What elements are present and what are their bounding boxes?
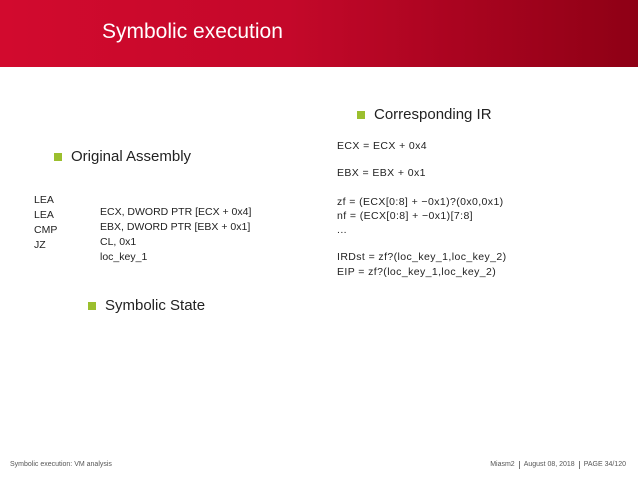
- square-bullet-icon: [54, 153, 62, 161]
- footer-title: Symbolic execution: VM analysis: [10, 461, 112, 468]
- ir-line: EIP = zf?(loc_key_1,loc_key_2): [337, 266, 497, 278]
- footer-divider: [519, 461, 520, 469]
- assembly-op: LEA: [34, 194, 54, 206]
- square-bullet-icon: [88, 302, 96, 310]
- assembly-args: CL, 0x1: [100, 236, 137, 248]
- section-assembly-heading: [54, 148, 191, 165]
- assembly-args: ECX, DWORD PTR [ECX + 0x4]: [100, 206, 252, 218]
- assembly-op: CMP: [34, 224, 58, 236]
- assembly-listing: [34, 182, 294, 263]
- ir-line: IRDst = zf?(loc_key_1,loc_key_2): [337, 251, 507, 263]
- footer-author: Miasm2: [490, 461, 515, 468]
- footer-date: August 08, 2018: [523, 461, 575, 468]
- assembly-args: EBX, DWORD PTR [EBX + 0x1]: [100, 221, 251, 233]
- footer-divider: [579, 461, 580, 469]
- state-heading-label: Symbolic State: [105, 297, 206, 314]
- assembly-op: JZ: [34, 239, 46, 251]
- header-bar: [0, 0, 638, 67]
- ir-heading-label: Corresponding IR: [374, 106, 492, 123]
- square-bullet-icon: [357, 111, 365, 119]
- ir-line: zf = (ECX[0:8] + −0x1)?(0x0,0x1): [337, 196, 504, 208]
- ir-line: EBX = EBX + 0x1: [337, 167, 426, 179]
- ir-line: nf = (ECX[0:8] + −0x1)[7:8]: [337, 210, 473, 222]
- assembly-heading-label: Original Assembly: [71, 148, 192, 165]
- footer-info: [490, 461, 626, 469]
- section-state-heading: [88, 297, 205, 314]
- ir-line: ...: [337, 224, 347, 236]
- slide-title: Symbolic execution: [102, 20, 283, 43]
- footer-page: PAGE 34/120: [583, 461, 626, 468]
- assembly-op: LEA: [34, 209, 54, 221]
- section-ir-heading: [357, 106, 492, 123]
- assembly-args: loc_key_1: [100, 251, 148, 263]
- ir-line: ECX = ECX + 0x4: [337, 140, 428, 152]
